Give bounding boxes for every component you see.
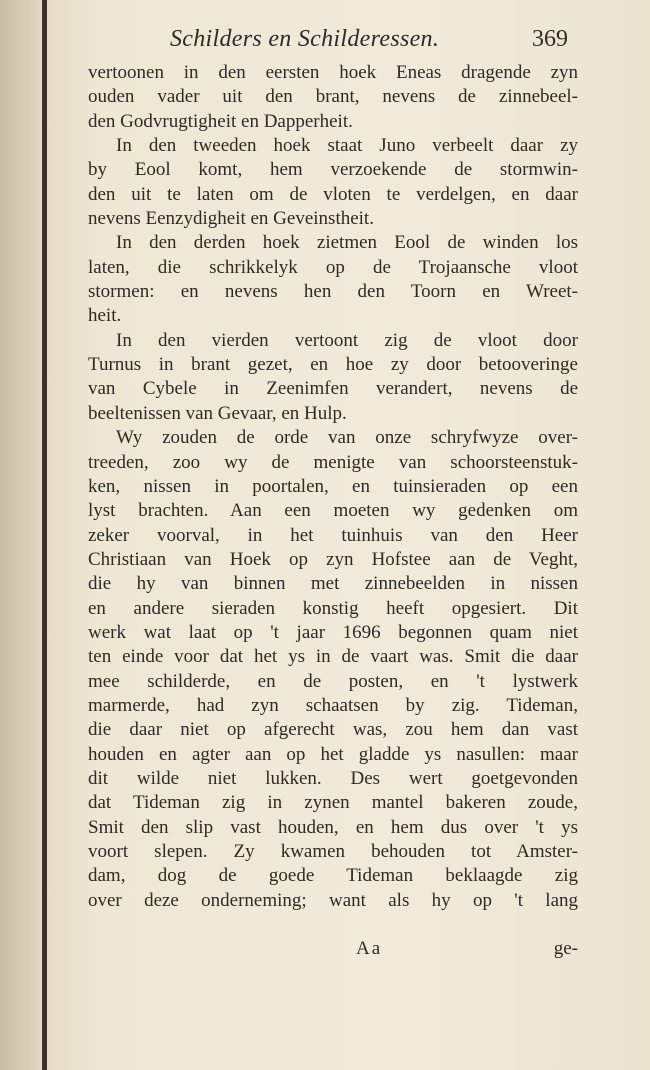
- page-header: [170, 26, 590, 66]
- text-line: treeden, zoo wy de menigte van schoorsteenstuk-: [88, 451, 578, 473]
- text-line: mee schilderde, en de posten, en 't lystwerk: [88, 670, 578, 692]
- text-line: voort slepen. Zy kwamen behouden tot Amster-: [88, 841, 578, 862]
- text-line: laten, die schrikkelyk op de Trojaansche vloot: [88, 256, 578, 278]
- text-line: houden en agter aan op het gladde ys nasullen: maar: [88, 743, 578, 765]
- text-line: over deze onderneming; want als hy op 't lang: [88, 889, 578, 911]
- catchword: ge-: [553, 938, 578, 959]
- text-line: vertoonen in den eersten hoek Eneas dragende zyn: [88, 62, 578, 83]
- text-line: Christiaan van Hoek op zyn Hofstee aan de Veght,: [88, 548, 578, 570]
- book-left-edge: [0, 0, 48, 1070]
- text-line: en andere sieraden konstig heeft opgesiert. Dit: [88, 597, 578, 619]
- text-line: werk wat laat op 't jaar 1696 begonnen quam niet: [88, 621, 578, 643]
- text-line: den uit te laten om de vloten te verdelgen, en daar: [88, 183, 578, 205]
- text-line: die daar niet op afgerecht was, zou hem dan vast: [88, 719, 578, 741]
- paragraph-start-line: In den tweeden hoek staat Juno verbeelt daar zy: [116, 135, 578, 157]
- paragraph-start-line: In den vierden vertoont zig de vloot door: [116, 329, 578, 351]
- text-line: ten einde voor dat het ys in de vaart was. Smit die daar: [88, 646, 578, 668]
- text-line: beeltenissen van Gevaar, en Hulp.: [88, 402, 347, 424]
- text-line: Turnus in brant gezet, en hoe zy door betooveringe: [88, 354, 578, 376]
- text-line: by Eool komt, hem verzoekende de stormwin-: [88, 159, 578, 181]
- text-line: heit.: [88, 305, 122, 327]
- text-line: nevens Eenzydigheit en Geveinstheit.: [88, 208, 374, 230]
- paragraph-start-line: Wy zouden de orde van onze schryfwyze over-: [116, 427, 578, 449]
- text-line: ken, nissen in poortalen, en tuinsieraden op een: [88, 475, 578, 497]
- text-line: dam, dog de goede Tideman beklaagde zig: [88, 865, 578, 887]
- text-line: Smit den slip vast houden, en hem dus over 't ys: [88, 816, 578, 838]
- text-line: stormen: en nevens hen den Toorn en Wreet-: [88, 281, 578, 303]
- text-line: den Godvrugtigheit en Dapperheit.: [88, 110, 353, 132]
- paragraph-start-line: In den derden hoek zietmen Eool de winden los: [116, 232, 578, 254]
- page-number: 369: [532, 26, 568, 52]
- page-footer: [88, 938, 578, 968]
- text-line: dit wilde niet lukken. Des wert goetgevonden: [88, 767, 578, 789]
- body-text: [88, 61, 578, 913]
- text-line: dat Tideman zig in zynen mantel bakeren zoude,: [88, 792, 578, 814]
- running-head: Schilders en Schilderessen.: [170, 26, 440, 52]
- text-line: ouden vader uit den brant, nevens de zinnebeel-: [88, 86, 578, 108]
- text-line: die hy van binnen met zinnebeelden in nissen: [88, 573, 578, 595]
- signature-mark: Aa: [356, 938, 383, 959]
- text-line: van Cybele in Zeenimfen verandert, nevens de: [88, 378, 578, 400]
- text-line: marmerde, had zyn schaatsen by zig. Tideman,: [88, 694, 578, 716]
- text-line: zeker voorval, in het tuinhuis van den Heer: [88, 524, 578, 546]
- text-line: lyst brachten. Aan een moeten wy gedenken om: [88, 500, 578, 522]
